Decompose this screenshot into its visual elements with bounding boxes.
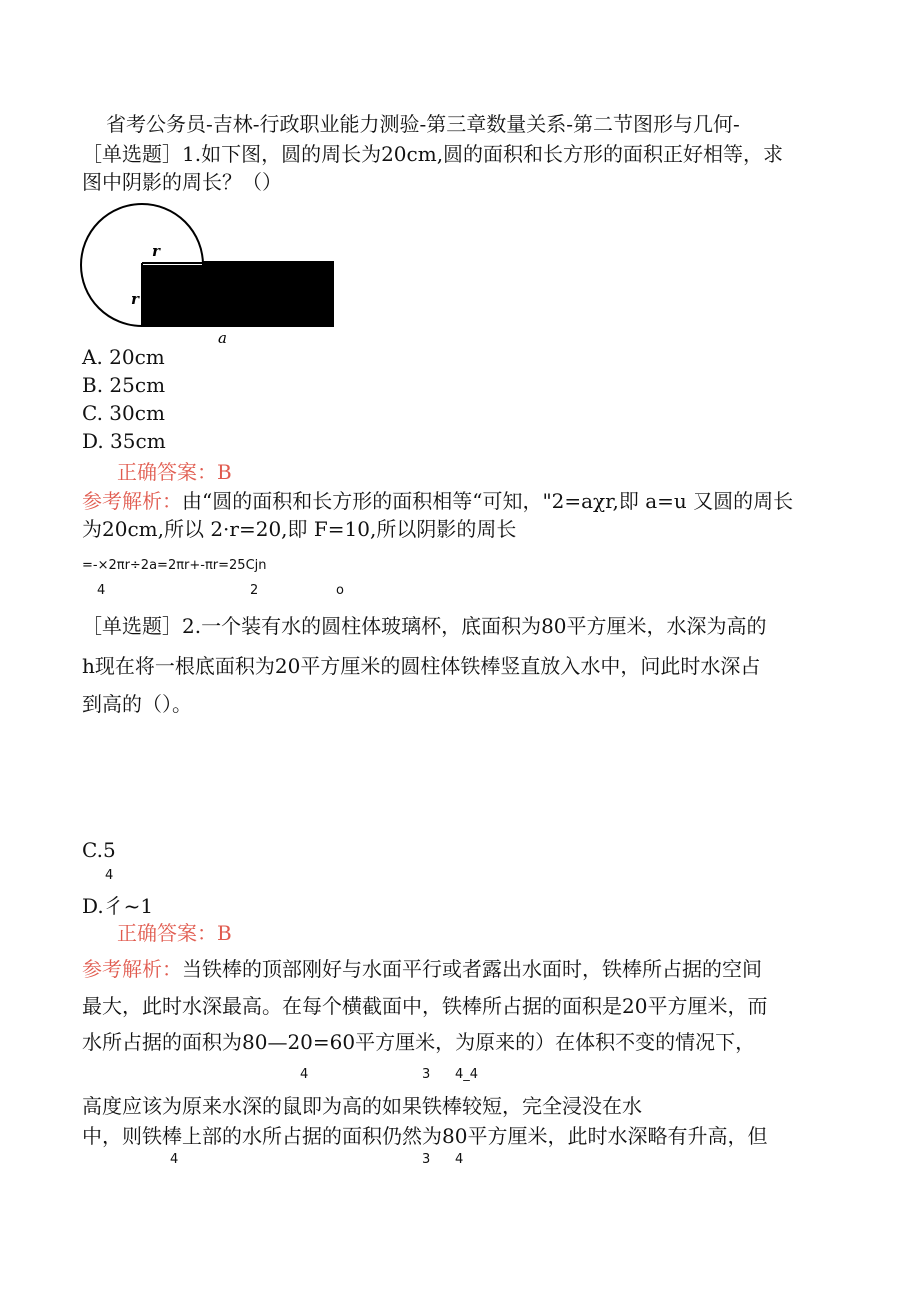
q1-formula-sub-3: o	[336, 583, 344, 598]
q2-sub-row1-c: 4_4	[455, 1067, 479, 1082]
q2-analysis-line1: 当铁棒的顶部刚好与水面平行或者露出水面时，铁棒所占据的空间	[182, 957, 762, 981]
label-r-left: r	[131, 290, 139, 308]
q1-analysis-label: 参考解析：	[82, 489, 182, 513]
q1-formula-sub-1: 4	[97, 583, 106, 598]
q2-sub-row2-c: 4	[455, 1152, 464, 1167]
q2-sub-row1-b: 3	[422, 1067, 431, 1082]
q2-sub-row1-a: 4	[300, 1067, 309, 1082]
q2-answer: 正确答案：B	[117, 921, 232, 945]
q2-option-d: D.彳~1	[82, 894, 154, 918]
q1-option-b: B. 25cm	[82, 373, 166, 397]
q1-analysis-line1: 由“圆的面积和长方形的面积相等“可知，"2=aχr,即 a=u 又圆的周长	[182, 489, 794, 513]
q1-formula: =-×2πr÷2a=2πr+-πr=25Cjn	[82, 558, 267, 573]
q2-analysis-label: 参考解析：	[82, 957, 182, 981]
q2-sub-row2-b: 3	[422, 1152, 431, 1167]
q1-analysis-row1	[82, 487, 793, 515]
q2-analysis-row1	[82, 955, 762, 983]
q2-analysis-line4: 高度应该为原来水深的鼠即为高的如果铁棒较短，完全浸没在水	[82, 1094, 642, 1118]
q1-option-c: C. 30cm	[82, 401, 165, 425]
label-a: a	[218, 329, 227, 347]
q1-stem-line1: ［单选题］1.如下图，圆的周长为20cm,圆的面积和长方形的面积正好相等，求	[82, 142, 784, 166]
q2-option-c: C.5	[82, 838, 116, 862]
q2-analysis-line3: 水所占据的面积为80—20=60平方厘米，为原来的）在体积不变的情况下，	[82, 1030, 756, 1054]
q1-analysis-line2: 为20cm,所以 2·r=20,即 F=10,所以阴影的周长	[82, 517, 517, 541]
label-r-top: r	[152, 242, 160, 260]
q1-answer: 正确答案：B	[117, 460, 232, 484]
q2-option-c-sub: 4	[105, 868, 114, 883]
q2-stem-line1: ［单选题］2.一个装有水的圆柱体玻璃杯，底面积为80平方厘米，水深为高的	[82, 614, 767, 638]
q2-stem-line2: h现在将一根底面积为20平方厘米的圆柱体铁棒竖直放入水中，问此时水深占	[82, 654, 761, 678]
page-title: 省考公务员-吉林-行政职业能力测验-第三章数量关系-第二节图形与几何-	[106, 112, 740, 136]
q2-analysis-line2: 最大，此时水深最高。在每个横截面中，铁棒所占据的面积是20平方厘米，而	[82, 994, 768, 1018]
q2-analysis-line5: 中，则铁棒上部的水所占据的面积仍然为80平方厘米，此时水深略有升高，但	[82, 1124, 768, 1148]
q2-sub-row2-a: 4	[170, 1152, 179, 1167]
q1-figure	[78, 200, 340, 354]
q2-stem-line3: 到高的（）。	[82, 692, 192, 716]
q1-formula-sub-2: 2	[250, 583, 259, 598]
q1-option-a: A. 20cm	[82, 345, 165, 369]
q1-option-d: D. 35cm	[82, 429, 166, 453]
q1-stem-line2: 图中阴影的周长？（）	[82, 170, 282, 194]
